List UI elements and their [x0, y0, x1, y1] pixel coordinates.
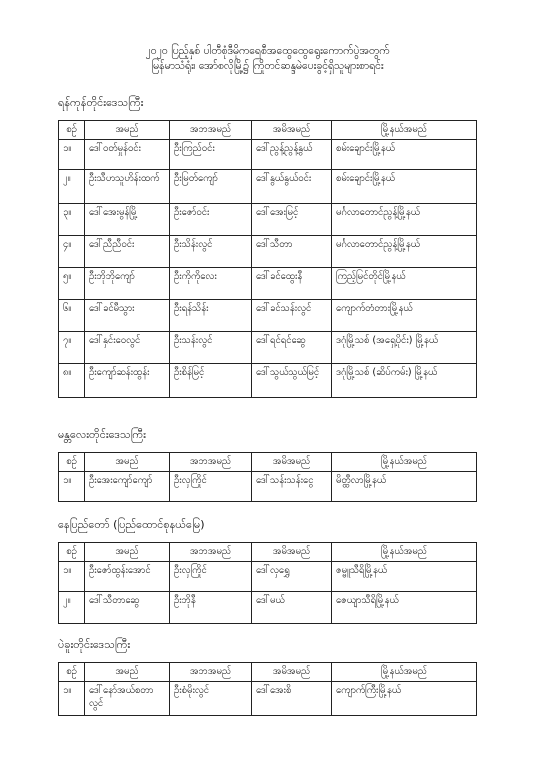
- cell-no: ၃။: [59, 204, 85, 236]
- table-row: [59, 364, 477, 398]
- col-header-mother: အမိအမည်: [252, 543, 332, 562]
- table-row: [59, 170, 477, 204]
- col-header-father: အဘအမည်: [170, 663, 252, 682]
- col-header-mother: အမိအမည်: [252, 121, 332, 140]
- col-header-name: အမည်: [85, 543, 170, 562]
- cell-mother: ဒေါ်အေးမြင့်: [252, 204, 332, 236]
- cell-father: ဦးဘိုနီ: [170, 592, 252, 624]
- cell-township: မင်္ဂလာတောင်ညွန့်မြို့နယ်: [332, 236, 477, 268]
- cell-father: ဦးကိုကိုလေး: [170, 268, 252, 300]
- col-header-no: စဉ်: [59, 121, 85, 140]
- cell-no: ၂။: [59, 592, 85, 624]
- cell-name: ဒေါ်နော်အယ်စတာလွင်: [85, 682, 170, 716]
- cell-name: ဦးသီဟသူဟိန်းထက်: [85, 170, 170, 204]
- table-yangon: [58, 120, 477, 398]
- cell-name: ဒေါ်ညီညီဝင်း: [85, 236, 170, 268]
- col-header-no: စဉ်: [59, 453, 85, 472]
- table-row: [59, 204, 477, 236]
- cell-township: ကျောက်တံတားမြို့နယ်: [332, 300, 477, 332]
- cell-name: ဒေါ်နှင်းဝေလွင်: [85, 332, 170, 364]
- cell-father: ဦးစံမိုးလွင်: [170, 682, 252, 716]
- cell-no: ၈။: [59, 364, 85, 398]
- cell-name: ဦးကျော်ဆန်းထွန်း: [85, 364, 170, 398]
- cell-no: ၄။: [59, 236, 85, 268]
- col-header-name: အမည်: [85, 121, 170, 140]
- table-naypyitaw: [58, 542, 477, 624]
- cell-township: ကြည့်မြင်တိုင်မြို့နယ်: [332, 268, 477, 300]
- table-mandalay: [58, 452, 477, 502]
- col-header-mother: အမိအမည်: [252, 663, 332, 682]
- col-header-township: မြို့နယ်အမည်: [332, 543, 477, 562]
- cell-township: စမ်းချောင်းမြို့နယ်: [332, 170, 477, 204]
- table-header-row: [59, 453, 477, 472]
- cell-father: ဦးမြတ်ကျော်: [170, 170, 252, 204]
- table-row: [59, 236, 477, 268]
- cell-name: ဒေါ်ဝတ်မှုန်ဝင်း: [85, 140, 170, 170]
- cell-township: ဒဂုံမြို့သစ် (အရှေ့ပိုင်း) မြို့နယ်: [332, 332, 477, 364]
- cell-mother: ဒေါ်သီတာ: [252, 236, 332, 268]
- section-heading-naypyitaw: နေပြည်တော် (ပြည်ထောင်စုနယ်မြေ): [58, 518, 205, 531]
- table-row: [59, 300, 477, 332]
- cell-township: ကျောက်ကြီးမြို့နယ်: [332, 682, 477, 716]
- cell-father: ဦးစိန်မြင့်: [170, 364, 252, 398]
- table-row: [59, 268, 477, 300]
- col-header-name: အမည်: [85, 663, 170, 682]
- col-header-father: အဘအမည်: [170, 453, 252, 472]
- table-row: [59, 562, 477, 592]
- col-header-no: စဉ်: [59, 663, 85, 682]
- cell-mother: ဒေါ်ခင်ထွေးနီ: [252, 268, 332, 300]
- cell-no: ၁။: [59, 140, 85, 170]
- table-row: [59, 592, 477, 624]
- cell-township: ဇေယျာသီရိမြို့နယ်: [332, 592, 477, 624]
- cell-township: စမ်းချောင်းမြို့နယ်: [332, 140, 477, 170]
- section-heading-yangon: ရန်ကုန်တိုင်းဒေသကြီး: [58, 96, 144, 109]
- title-line-2: မြန်မာသံရုံး၊ အော်စလိုမြို့၌ ကြိုတင်ဆန္ဒမဲပေးခွင့်ရှိသူများစာရင်း: [151, 60, 384, 72]
- col-header-township: မြို့နယ်အမည်: [332, 663, 477, 682]
- col-header-no: စဉ်: [59, 543, 85, 562]
- cell-no: ၇။: [59, 332, 85, 364]
- cell-mother: ဒေါ်အေးစိ: [252, 682, 332, 716]
- cell-no: ၁။: [59, 472, 85, 502]
- cell-mother: ဒေါ်မယ်: [252, 592, 332, 624]
- cell-name: ဒေါ်သီတာဆွေ: [85, 592, 170, 624]
- cell-mother: ဒေါ်ညွန့်ညွန့်နွယ်: [252, 140, 332, 170]
- col-header-mother: အမိအမည်: [252, 453, 332, 472]
- table-header-row: [59, 543, 477, 562]
- cell-mother: ဒေါ်လှရွှေ: [252, 562, 332, 592]
- cell-father: ဦးဇော်ဝင်း: [170, 204, 252, 236]
- table-header-row: [59, 663, 477, 682]
- cell-father: ဦးသိန်းလွင်: [170, 236, 252, 268]
- col-header-township: မြို့နယ်အမည်: [332, 121, 477, 140]
- title-line-1: ၂၀၂၀ ပြည့်နှစ် ပါတီစုံဒီမိုကရေစီအထွေထွေရွေးကောက်ပွဲအတွက်: [145, 45, 390, 57]
- cell-no: ၁။: [59, 562, 85, 592]
- cell-township: မင်္ဂလာတောင်ညွန့်မြို့နယ်: [332, 204, 477, 236]
- col-header-name: အမည်: [85, 453, 170, 472]
- document-title: [0, 44, 535, 74]
- col-header-father: အဘအမည်: [170, 121, 252, 140]
- section-heading-bago: ပဲခူးတိုင်းဒေသကြီး: [58, 638, 131, 651]
- cell-no: ၅။: [59, 268, 85, 300]
- cell-mother: ဒေါ်သန်းသန်းငွေ: [252, 472, 332, 502]
- cell-mother: ဒေါ်ရင်ရင်ဆွေ: [252, 332, 332, 364]
- cell-mother: ဒေါ်ခင်သန်းလွင်: [252, 300, 332, 332]
- col-header-father: အဘအမည်: [170, 543, 252, 562]
- table-row: [59, 682, 477, 716]
- table-row: [59, 472, 477, 502]
- cell-name: ဒေါ်ခင်မီသွား: [85, 300, 170, 332]
- cell-father: ဦးလှကြိုင်: [170, 562, 252, 592]
- cell-no: ၂။: [59, 170, 85, 204]
- cell-township: မိတ္ထီလာမြို့နယ်: [332, 472, 477, 502]
- cell-mother: ဒေါ်နွယ်နွယ်ဝင်း: [252, 170, 332, 204]
- cell-name: ဦးအေးကျော်ကျော်: [85, 472, 170, 502]
- table-row: [59, 332, 477, 364]
- cell-mother: ဒေါ်သွယ်သွယ်မြင့်: [252, 364, 332, 398]
- cell-father: ဦးရန်သိန်း: [170, 300, 252, 332]
- cell-no: ၁။: [59, 682, 85, 716]
- cell-father: ဦးကြည်ဝင်း: [170, 140, 252, 170]
- cell-township: ဒဂုံမြို့သစ် (ဆိပ်ကမ်း) မြို့နယ်: [332, 364, 477, 398]
- cell-name: ဦးဇော်ထွန်းအောင်: [85, 562, 170, 592]
- section-heading-mandalay: မန္တလေးတိုင်းဒေသကြီး: [58, 428, 146, 441]
- cell-father: ဦးသန်းလွင်: [170, 332, 252, 364]
- cell-name: ဒေါ်အေးမွန်မြို့: [85, 204, 170, 236]
- cell-township: ဇမ္ဗူသီရိမြို့နယ်: [332, 562, 477, 592]
- cell-name: ဦးဘိုဘိုကျော်: [85, 268, 170, 300]
- col-header-township: မြို့နယ်အမည်: [332, 453, 477, 472]
- cell-father: ဦးလှကြိုင်: [170, 472, 252, 502]
- table-row: [59, 140, 477, 170]
- table-bago: [58, 662, 477, 716]
- table-header-row: [59, 121, 477, 140]
- cell-no: ၆။: [59, 300, 85, 332]
